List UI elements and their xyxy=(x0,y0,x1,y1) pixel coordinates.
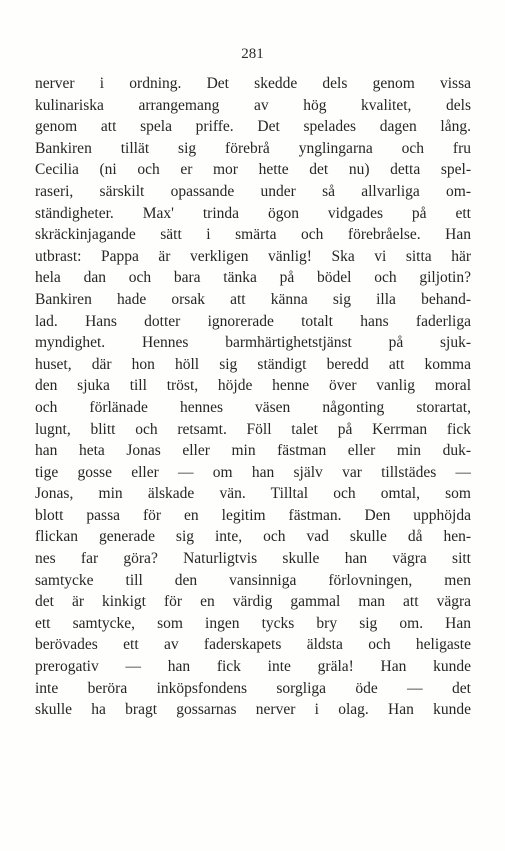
body-text xyxy=(35,73,471,721)
text-line: hela dan och bara tänka på bödel och giljotin? xyxy=(35,269,471,287)
text-line: lugnt, blitt och retsamt. Föll talet på Kerrman fick xyxy=(35,420,471,438)
text-line: flickan generade sig inte, och vad skulle då hen- xyxy=(35,528,471,546)
text-line: berövades ett av faderskapets äldsta och heligaste xyxy=(35,636,471,654)
text-line: lad. Hans dotter ignorerade totalt hans faderliga xyxy=(35,312,471,330)
text-line: huset, där hon höll sig ständigt beredd att komma xyxy=(35,355,471,373)
text-line: Bankiren hade orsak att känna sig illa behand- xyxy=(35,290,471,308)
text-line: utbrast: Pappa är verkligen vänlig! Ska vi sitta här xyxy=(35,247,471,265)
text-line: och förlänade hennes väsen någonting storartat, xyxy=(35,398,471,416)
text-line: ett samtycke, som ingen tycks bry sig om. Han xyxy=(35,614,471,632)
text-line: samtycke till den vansinniga förlovningen, men xyxy=(35,571,471,589)
text-line: tige gosse eller — om han själv var tillstädes — xyxy=(35,463,471,481)
text-line: inte beröra inköpsfondens sorgliga öde — det xyxy=(35,679,471,697)
text-line: blott passa för en legitim fästman. Den upphöjda xyxy=(35,506,471,524)
text-line: ständigheter. Max' trinda ögon vidgades på ett xyxy=(35,204,471,222)
page-number: 281 xyxy=(241,46,264,62)
text-line: myndighet. Hennes barmhärtighetstjänst på sjuk- xyxy=(35,334,471,352)
text-line: Cecilia (ni och er mor hette det nu) detta spel- xyxy=(35,161,471,179)
text-line: skulle ha bragt gossarnas nerver i olag. Han kunde xyxy=(35,701,471,719)
text-line: Jonas, min älskade vän. Tilltal och omtal, som xyxy=(35,485,471,503)
text-line: det är kinkigt för en värdig gammal man att vägra xyxy=(35,593,471,611)
text-line: nes far göra? Naturligtvis skulle han vägra sitt xyxy=(35,550,471,568)
text-line: kulinariska arrangemang av hög kvalitet, dels xyxy=(35,96,471,114)
text-line: den sjuka till tröst, höjde henne över vanlig moral xyxy=(35,377,471,395)
text-line: genom att spela priffe. Det spelades dagen lång. xyxy=(35,118,471,136)
text-line: raseri, särskilt opassande under så allvarliga om- xyxy=(35,182,471,200)
text-line: Bankiren tillät sig förebrå ynglingarna och fru xyxy=(35,139,471,157)
text-line: han heta Jonas eller min fästman eller min duk- xyxy=(35,442,471,460)
text-line: nerver i ordning. Det skedde dels genom vissa xyxy=(35,75,471,92)
text-line: prerogativ — han fick inte gräla! Han kunde xyxy=(35,658,471,676)
text-line: skräckinjagande sätt i smärta och förebråelse. Han xyxy=(35,226,471,244)
